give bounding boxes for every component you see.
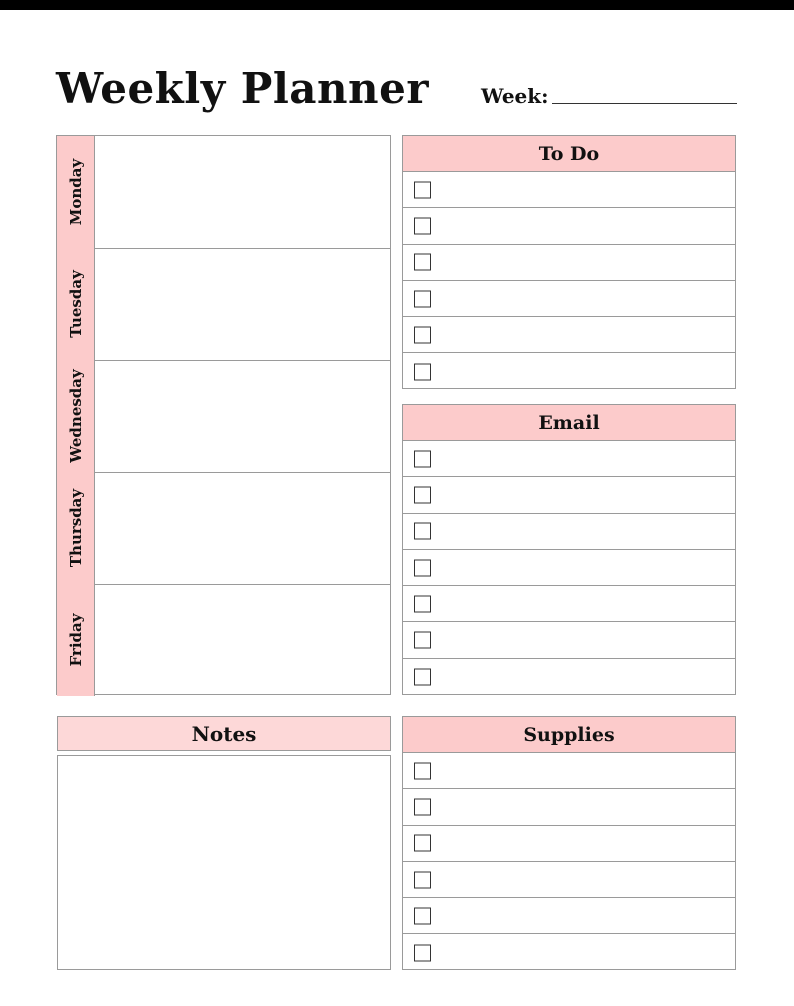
page-title: Weekly Planner xyxy=(56,64,429,113)
day-label-wednesday: Wednesday xyxy=(66,369,85,463)
supplies-row[interactable] xyxy=(403,898,735,934)
supplies-row[interactable] xyxy=(403,934,735,970)
day-label-cell xyxy=(57,248,95,360)
day-row-tuesday[interactable] xyxy=(57,248,390,360)
checkbox[interactable] xyxy=(414,871,431,888)
checkbox[interactable] xyxy=(414,559,431,576)
email-header: Email xyxy=(403,405,735,441)
checkbox[interactable] xyxy=(414,217,431,234)
day-label-tuesday: Tuesday xyxy=(66,270,85,338)
day-label-cell xyxy=(57,360,95,472)
supplies-header: Supplies xyxy=(403,717,735,753)
day-row-friday[interactable] xyxy=(57,584,390,696)
email-row[interactable] xyxy=(403,441,735,477)
todo-row[interactable] xyxy=(403,245,735,281)
todo-row[interactable] xyxy=(403,208,735,244)
checkbox[interactable] xyxy=(414,326,431,343)
supplies-row[interactable] xyxy=(403,862,735,898)
checkbox[interactable] xyxy=(414,523,431,540)
email-row[interactable] xyxy=(403,514,735,550)
checkbox[interactable] xyxy=(414,798,431,815)
checkbox[interactable] xyxy=(414,835,431,852)
checkbox[interactable] xyxy=(414,907,431,924)
days-grid xyxy=(56,135,391,695)
todo-row[interactable] xyxy=(403,353,735,389)
checkbox[interactable] xyxy=(414,944,431,961)
day-row-thursday[interactable] xyxy=(57,472,390,584)
day-row-monday[interactable] xyxy=(57,136,390,248)
supplies-row[interactable] xyxy=(403,753,735,789)
checkbox[interactable] xyxy=(414,290,431,307)
email-row[interactable] xyxy=(403,586,735,622)
checkbox[interactable] xyxy=(414,181,431,198)
day-label-friday: Friday xyxy=(66,613,85,667)
top-bar xyxy=(0,0,794,10)
todo-row[interactable] xyxy=(403,281,735,317)
supplies-row[interactable] xyxy=(403,789,735,825)
checkbox[interactable] xyxy=(414,632,431,649)
day-label-cell xyxy=(57,136,95,248)
day-label-thursday: Thursday xyxy=(66,488,85,568)
day-label-cell xyxy=(57,584,95,696)
notes-area[interactable] xyxy=(57,755,391,970)
email-row[interactable] xyxy=(403,622,735,658)
supplies-panel xyxy=(402,716,736,970)
checkbox[interactable] xyxy=(414,762,431,779)
checkbox[interactable] xyxy=(414,486,431,503)
checkbox[interactable] xyxy=(414,254,431,271)
checkbox[interactable] xyxy=(414,668,431,685)
checkbox[interactable] xyxy=(414,595,431,612)
notes-header: Notes xyxy=(57,716,391,751)
supplies-row[interactable] xyxy=(403,826,735,862)
day-label-monday: Monday xyxy=(66,158,85,226)
week-input-line[interactable] xyxy=(552,103,737,104)
day-label-cell xyxy=(57,472,95,584)
day-row-wednesday[interactable] xyxy=(57,360,390,472)
todo-header: To Do xyxy=(403,136,735,172)
email-row[interactable] xyxy=(403,659,735,695)
todo-row[interactable] xyxy=(403,317,735,353)
todo-row[interactable] xyxy=(403,172,735,208)
email-row[interactable] xyxy=(403,550,735,586)
week-label: Week: xyxy=(481,84,549,108)
email-panel xyxy=(402,404,736,695)
checkbox[interactable] xyxy=(414,450,431,467)
todo-panel xyxy=(402,135,736,389)
email-row[interactable] xyxy=(403,477,735,513)
checkbox[interactable] xyxy=(414,363,431,380)
